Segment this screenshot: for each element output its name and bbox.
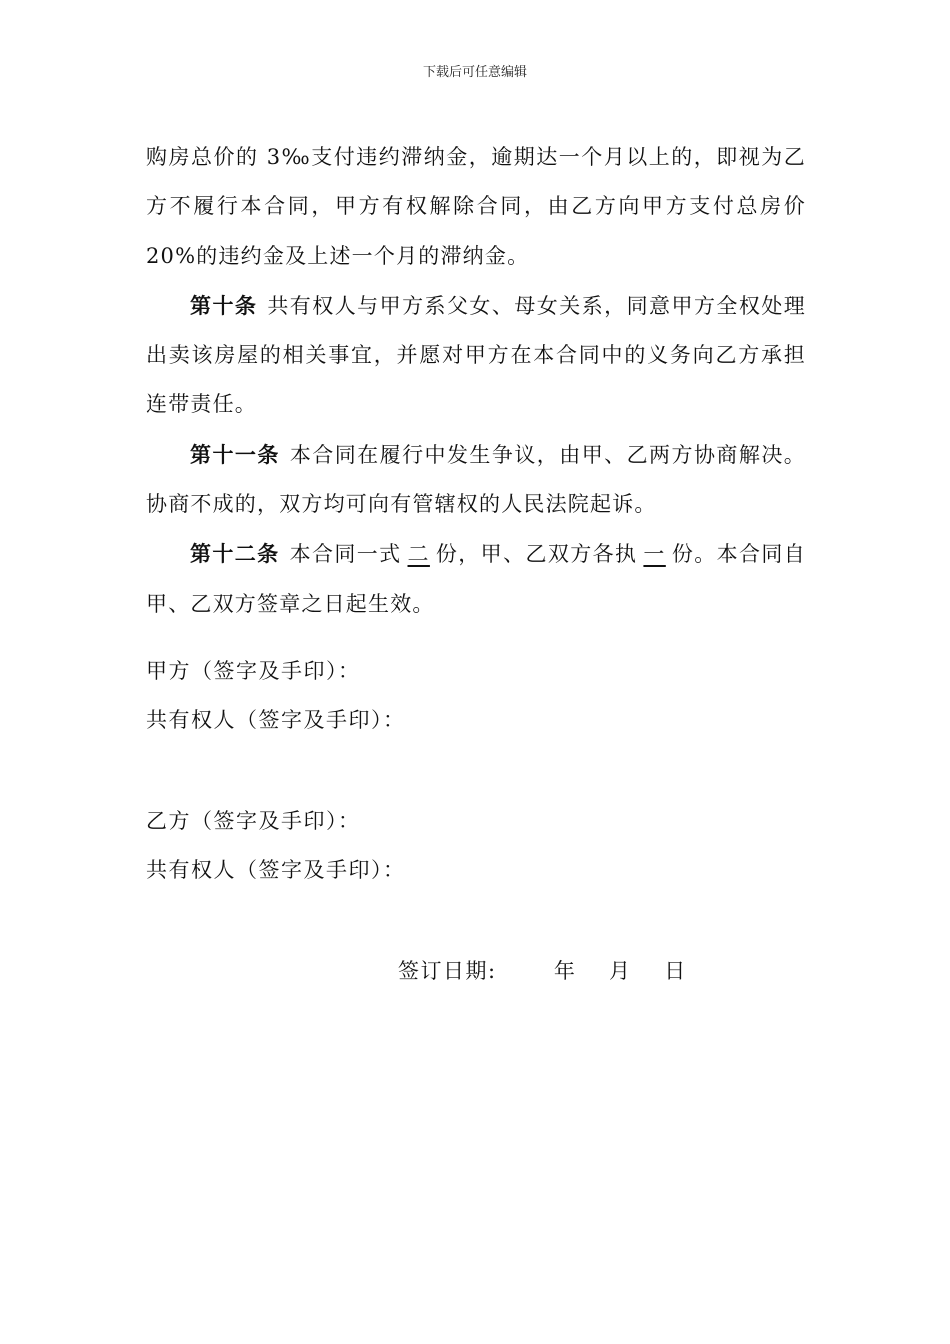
signing-date bbox=[398, 952, 687, 990]
article-12-text-c: 份。本合同自甲、乙双方签章之日起生效。 bbox=[146, 542, 806, 616]
article-12-text-b: 份，甲、乙双方各执 bbox=[435, 542, 638, 567]
article-12-text-a: 本合同一式 bbox=[289, 542, 402, 567]
date-year: 年 bbox=[553, 959, 577, 983]
party-a-signature: 甲方（签字及手印）： bbox=[146, 658, 361, 683]
date-label: 签订日期: bbox=[398, 959, 497, 983]
copies-each-blank: 一 bbox=[643, 542, 666, 567]
page-header: 下载后可任意编辑 bbox=[422, 65, 527, 80]
party-b-signature: 乙方（签字及手印）： bbox=[146, 808, 361, 833]
article-10-text: 共有权人与甲方系父女、母女关系，同意甲方全权处理出卖该房屋的相关事宜，并愿对甲方在本合同中的义务向乙方承担连带责任。 bbox=[146, 293, 806, 417]
article-10 bbox=[146, 281, 806, 430]
paragraph-penalty: 购房总价的 3‰支付违约滞纳金，逾期达一个月以上的，即视为乙方不履行本合同，甲方有权解除合同，由乙方向甲方支付总房价20%的违约金及上述一个月的滞纳金。 bbox=[146, 145, 806, 268]
signature-block-party-b bbox=[146, 797, 806, 896]
article-11-title: 第十一条 bbox=[190, 441, 280, 467]
article-11-text: 本合同在履行中发生争议，由甲、乙两方协商解决。协商不成的，双方均可向有管辖权的人民法院起诉。 bbox=[146, 442, 806, 517]
article-12-title: 第十二条 bbox=[190, 541, 280, 567]
document-body bbox=[146, 133, 806, 896]
article-11 bbox=[146, 430, 806, 530]
co-owner-a-signature: 共有权人（签字及手印）： bbox=[146, 708, 406, 733]
article-12 bbox=[146, 529, 806, 629]
date-day: 日 bbox=[664, 959, 687, 983]
date-month: 月 bbox=[609, 959, 632, 983]
article-10-title: 第十条 bbox=[190, 292, 258, 318]
copies-total-blank: 二 bbox=[407, 542, 430, 567]
co-owner-b-signature: 共有权人（签字及手印）： bbox=[146, 858, 406, 883]
signature-block-party-a bbox=[146, 647, 806, 746]
